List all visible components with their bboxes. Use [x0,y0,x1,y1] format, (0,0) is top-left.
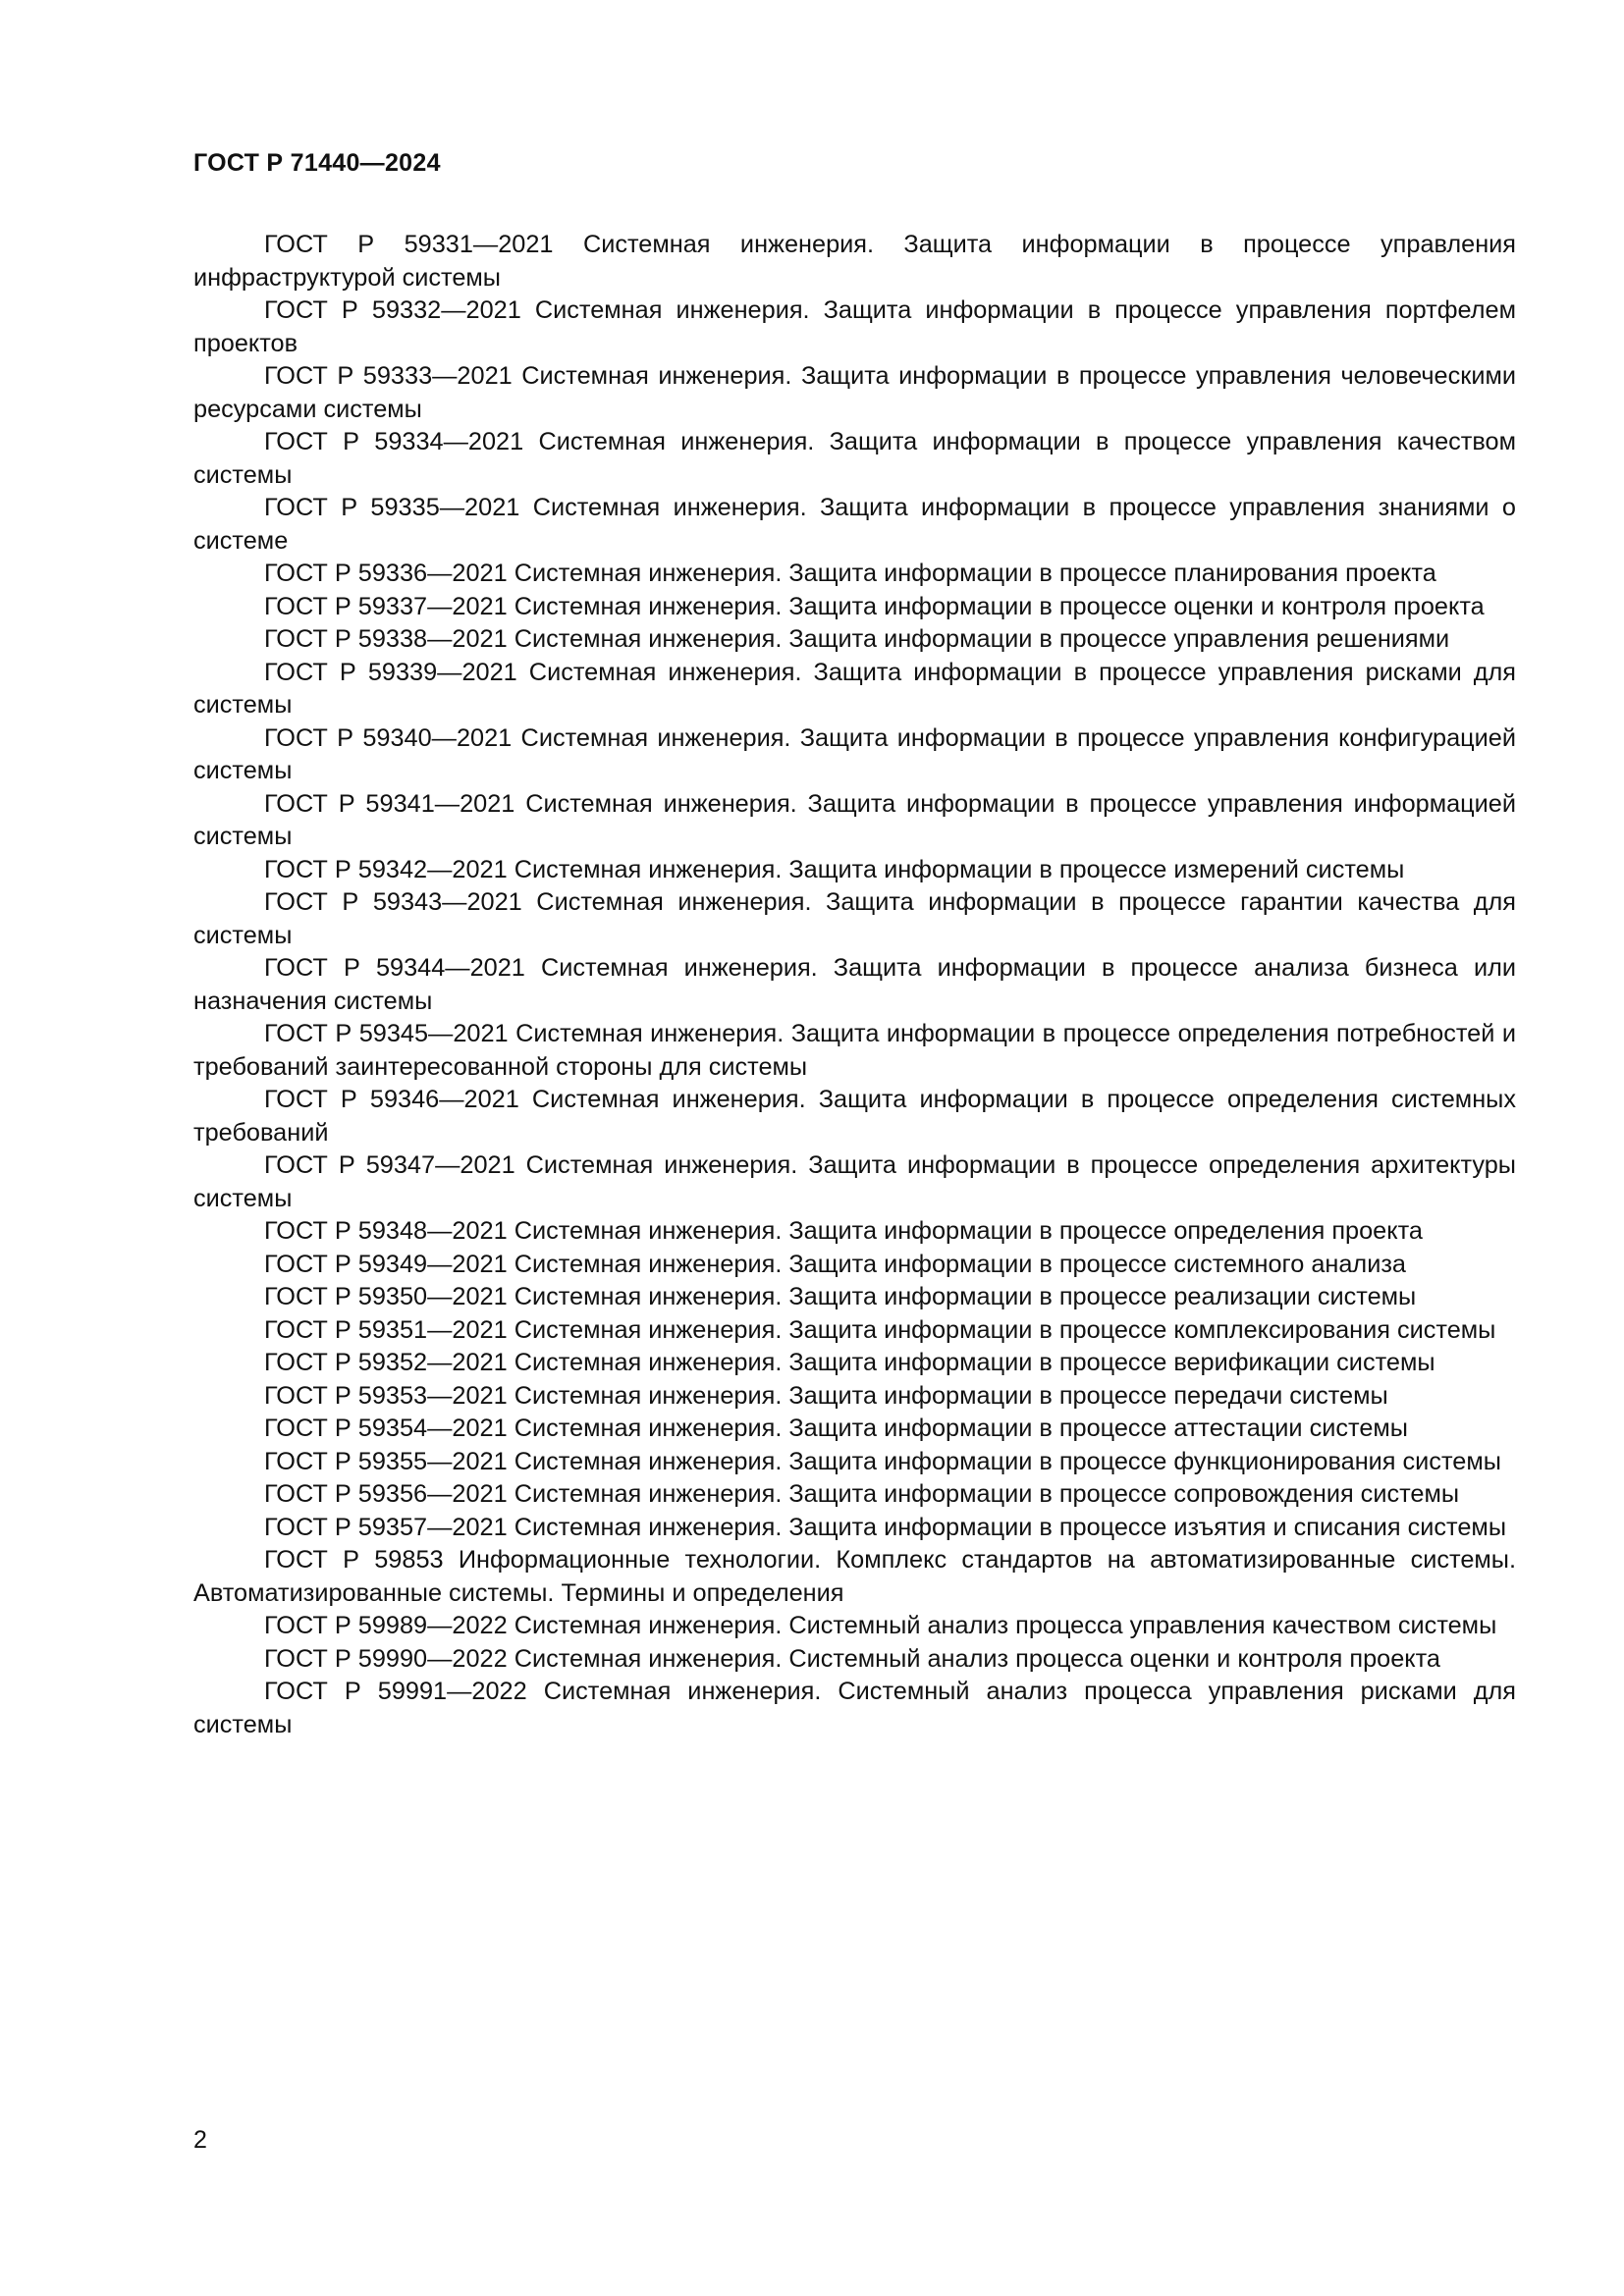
reference-entry: ГОСТ Р 59344—2021 Системная инженерия. Защита информации в процессе анализа бизнеса или назначения системы [193,954,1516,1015]
reference-entry: ГОСТ Р 59332—2021 Системная инженерия. Защита информации в процессе управления портфелем проектов [193,296,1516,357]
reference-entry: ГОСТ Р 59336—2021 Системная инженерия. Защита информации в процессе планирования проекта [264,560,1436,587]
reference-entry: ГОСТ Р 59351—2021 Системная инженерия. Защита информации в процессе комплексирования системы [264,1315,1496,1344]
reference-entry: ГОСТ Р 59355—2021 Системная инженерия. Защита информации в процессе функционирования системы [264,1447,1501,1475]
reference-entry: ГОСТ Р 59341—2021 Системная инженерия. Защита информации в процессе управления информацией системы [193,789,1516,850]
reference-entry: ГОСТ Р 59353—2021 Системная инженерия. Защита информации в процессе передачи системы [264,1381,1388,1410]
reference-entry: ГОСТ Р 59333—2021 Системная инженерия. Защита информации в процессе управления человеческими ресурсами системы [193,362,1516,423]
reference-entry: ГОСТ Р 59334—2021 Системная инженерия. Защита информации в процессе управления качеством системы [193,428,1516,489]
reference-entry: ГОСТ Р 59335—2021 Системная инженерия. Защита информации в процессе управления знаниями о системе [193,494,1516,555]
reference-entry: ГОСТ Р 59338—2021 Системная инженерия. Защита информации в процессе управления решениями [264,625,1450,653]
reference-entry: ГОСТ Р 59337—2021 Системная инженерия. Защита информации в процессе оценки и контроля проекта [264,592,1485,620]
reference-entry: ГОСТ Р 59331—2021 Системная инженерия. Защита информации в процессе управления инфраструктурой системы [193,231,1516,292]
reference-entry: ГОСТ Р 59356—2021 Системная инженерия. Защита информации в процессе сопровождения системы [264,1480,1460,1508]
reference-entry: ГОСТ Р 59340—2021 Системная инженерия. Защита информации в процессе управления конфигурацией системы [193,723,1516,784]
reference-entry: ГОСТ Р 59989—2022 Системная инженерия. Системный анализ процесса управления качеством системы [264,1612,1497,1639]
reference-entry: ГОСТ Р 59990—2022 Системная инженерия. Системный анализ процесса оценки и контроля проекта [264,1644,1440,1673]
reference-entry: ГОСТ Р 59343—2021 Системная инженерия. Защита информации в процессе гарантии качества для системы [193,888,1516,949]
reference-entry: ГОСТ Р 59991—2022 Системная инженерия. Системный анализ процесса управления рисками для системы [193,1678,1516,1738]
references-list [193,229,1516,1741]
reference-entry: ГОСТ Р 59345—2021 Системная инженерия. Защита информации в процессе определения потребностей и требований заинтересованной стороны для системы [193,1020,1516,1081]
document-code-header: ГОСТ Р 71440—2024 [193,149,441,177]
reference-entry: ГОСТ Р 59347—2021 Системная инженерия. Защита информации в процессе определения архитектуры системы [193,1151,1516,1212]
reference-entry: ГОСТ Р 59357—2021 Системная инженерия. Защита информации в процессе изъятия и списания системы [264,1513,1507,1541]
reference-entry: ГОСТ Р 59339—2021 Системная инженерия. Защита информации в процессе управления рисками для системы [193,658,1516,719]
reference-entry: ГОСТ Р 59348—2021 Системная инженерия. Защита информации в процессе определения проекта [264,1217,1423,1245]
reference-entry: ГОСТ Р 59853 Информационные технологии. Комплекс стандартов на автоматизированные системы. Автоматизированные системы. Термины и определения [193,1546,1516,1607]
reference-entry: ГОСТ Р 59342—2021 Системная инженерия. Защита информации в процессе измерений системы [264,855,1405,883]
reference-entry: ГОСТ Р 59354—2021 Системная инженерия. Защита информации в процессе аттестации системы [264,1415,1408,1442]
reference-entry: ГОСТ Р 59350—2021 Системная инженерия. Защита информации в процессе реализации системы [264,1283,1417,1310]
page-number: 2 [193,2126,207,2154]
reference-entry: ГОСТ Р 59352—2021 Системная инженерия. Защита информации в процессе верификации системы [264,1349,1435,1376]
reference-entry: ГОСТ Р 59349—2021 Системная инженерия. Защита информации в процессе системного анализа [264,1250,1406,1278]
reference-entry: ГОСТ Р 59346—2021 Системная инженерия. Защита информации в процессе определения системных требований [193,1086,1516,1147]
